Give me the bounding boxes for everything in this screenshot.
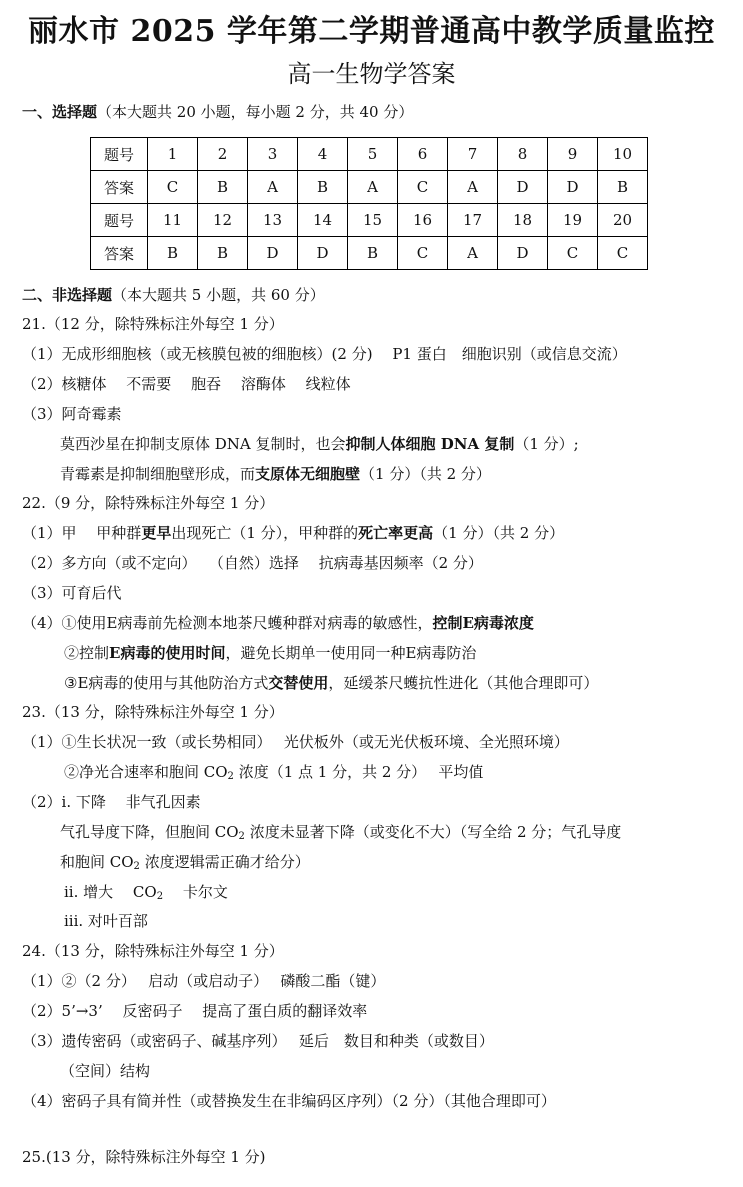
q-cell: 19 [548, 204, 598, 237]
row-label: 答案 [91, 171, 148, 204]
subscript: 2 [238, 831, 245, 842]
q-cell: 9 [548, 138, 598, 171]
a-cell: C [398, 171, 448, 204]
q23-p1a: （1）①生长状况一致（或长势相同） 光伏板外（或无光伏板环境、全光照环境） [22, 733, 569, 751]
a-cell: C [548, 237, 598, 270]
q-cell: 14 [298, 204, 348, 237]
row-label: 题号 [91, 138, 148, 171]
q23-p2d: iii. 对叶百部 [64, 912, 148, 930]
q-cell: 1 [148, 138, 198, 171]
text: （1 分）（共 2 分） [360, 465, 491, 483]
q22-head: 22.（9 分，除特殊标注外每空 1 分） [22, 494, 275, 512]
bold-text: 控制E病毒浓度 [432, 614, 534, 632]
a-cell: D [248, 237, 298, 270]
text: ，避免长期单一使用同一种E病毒防治 [225, 644, 477, 662]
q24-p2: （2）5’→3’ 反密码子 提高了蛋白质的翻译效率 [22, 1002, 368, 1020]
a-cell: D [548, 171, 598, 204]
text: 浓度未显著下降（或变化不大）（写全给 2 分；气孔导度 [244, 823, 622, 841]
a-cell: A [448, 237, 498, 270]
a-cell: A [248, 171, 298, 204]
q23-p1b [64, 762, 483, 787]
q22-p4c [64, 673, 598, 693]
bold-text: 交替使用 [268, 674, 329, 692]
bold-text: 抑制人体细胞 DNA 复制 [345, 435, 515, 453]
q23-p2b [60, 852, 310, 877]
table-row [91, 138, 648, 171]
q21-p3b [60, 464, 491, 484]
q21-p3: （3）阿奇霉素 [22, 405, 122, 423]
bold-text: 更早 [141, 524, 172, 542]
subscript: 2 [156, 891, 164, 902]
page-title: 丽水市 2025 学年第二学期普通高中教学质量监控 [28, 14, 715, 49]
a-cell: C [398, 237, 448, 270]
q24-head: 24.（13 分，除特殊标注外每空 1 分） [22, 942, 284, 960]
text: 卡尔文 [163, 883, 228, 901]
q22-p1 [22, 523, 564, 543]
bold-text: 死亡率更高 [358, 524, 434, 542]
q21-p3a [60, 434, 579, 454]
text: ②净光合速率和胞间 CO [64, 763, 228, 781]
q23-p2c [64, 882, 228, 907]
a-cell: B [298, 171, 348, 204]
q24-p1: （1）②（2 分） 启动（或启动子） 磷酸二酯（键） [22, 972, 386, 990]
row-label: 答案 [91, 237, 148, 270]
text: 气孔导度下降，但胞间 CO [60, 823, 239, 841]
a-cell: D [498, 237, 548, 270]
q22-p4b [64, 643, 476, 663]
section2-title: 二、非选择题 [22, 286, 113, 304]
a-cell: A [348, 171, 398, 204]
text: 莫西沙星在抑制支原体 DNA 复制时，也会 [60, 435, 346, 453]
text: 浓度逻辑需正确才给分） [139, 853, 310, 871]
a-cell: B [148, 237, 198, 270]
text: 和胞间 CO [60, 853, 134, 871]
q23-p2a [60, 822, 621, 847]
q-cell: 20 [598, 204, 648, 237]
a-cell: D [498, 171, 548, 204]
q-cell: 3 [248, 138, 298, 171]
a-cell: B [598, 171, 648, 204]
q24-p3b: （空间）结构 [60, 1062, 151, 1080]
q-cell: 7 [448, 138, 498, 171]
a-cell: B [198, 237, 248, 270]
q-cell: 4 [298, 138, 348, 171]
q21-head: 21.（12 分，除特殊标注外每空 1 分） [22, 315, 284, 333]
page-subtitle: 高一生物学答案 [287, 60, 456, 88]
text: 浓度（1 点 1 分，共 2 分） 平均值 [233, 763, 484, 781]
q-cell: 17 [448, 204, 498, 237]
q-cell: 13 [248, 204, 298, 237]
q23-p2: （2）i. 下降 非气孔因素 [22, 793, 201, 811]
table-row [91, 204, 648, 237]
bold-text: E病毒的使用时间 [109, 644, 226, 662]
q22-p4a [22, 613, 534, 633]
q-cell: 5 [348, 138, 398, 171]
q-cell: 12 [198, 204, 248, 237]
text: ②控制 [64, 644, 110, 662]
q-cell: 15 [348, 204, 398, 237]
section1-note: （本大题共 20 小题，每小题 2 分，共 40 分） [97, 103, 414, 121]
subscript: 2 [227, 771, 234, 782]
answer-table [90, 137, 648, 270]
q-cell: 11 [148, 204, 198, 237]
a-cell: C [148, 171, 198, 204]
text: （1 分）; [514, 435, 579, 453]
section2-note: （本大题共 5 小题，共 60 分） [112, 286, 325, 304]
text: 出现死亡（1 分），甲种群的 [171, 524, 359, 542]
subscript: 2 [133, 861, 140, 872]
text: 青霉素是抑制细胞壁形成，而 [60, 465, 256, 483]
q21-p1: （1）无成形细胞核（或无核膜包被的细胞核）(2 分) P1 蛋白 细胞识别（或信息交流） [22, 345, 627, 363]
q21-p2: （2）核糖体 不需要 胞吞 溶酶体 线粒体 [22, 375, 351, 393]
q-cell: 8 [498, 138, 548, 171]
q-cell: 10 [598, 138, 648, 171]
q22-p3: （3）可育后代 [22, 584, 122, 602]
q24-p3: （3）遗传密码（或密码子、碱基序列） 延后 数目和种类（或数目） [22, 1032, 494, 1050]
text: （1）甲 甲种群 [22, 524, 142, 542]
q25-head: 25.(13 分，除特殊标注外每空 1 分) [22, 1148, 266, 1166]
text: （1 分）（共 2 分） [433, 524, 565, 542]
bold-text: 支原体无细胞壁 [255, 465, 361, 483]
a-cell: C [598, 237, 648, 270]
section2-heading [22, 285, 325, 305]
q23-head: 23.（13 分，除特殊标注外每空 1 分） [22, 703, 284, 721]
text: ii. 增大 CO [64, 883, 157, 901]
text: ③E病毒的使用与其他防治方式 [64, 674, 269, 692]
q-cell: 2 [198, 138, 248, 171]
a-cell: D [298, 237, 348, 270]
section1-heading [22, 102, 413, 122]
a-cell: B [198, 171, 248, 204]
q-cell: 6 [398, 138, 448, 171]
text: （4）①使用E病毒前先检测本地茶尺蠖种群对病毒的敏感性， [22, 614, 433, 632]
row-label: 题号 [91, 204, 148, 237]
a-cell: B [348, 237, 398, 270]
table-row [91, 237, 648, 270]
text: ，延缓茶尺蠖抗性进化（其他合理即可） [328, 674, 599, 692]
table-row [91, 171, 648, 204]
q24-p4: （4）密码子具有简并性（或替换发生在非编码区序列）（2 分）（其他合理即可） [22, 1092, 556, 1110]
a-cell: A [448, 171, 498, 204]
q22-p2: （2）多方向（或不定向） （自然）选择 抗病毒基因频率（2 分） [22, 554, 483, 572]
q-cell: 18 [498, 204, 548, 237]
q-cell: 16 [398, 204, 448, 237]
section1-title: 一、选择题 [22, 103, 98, 121]
